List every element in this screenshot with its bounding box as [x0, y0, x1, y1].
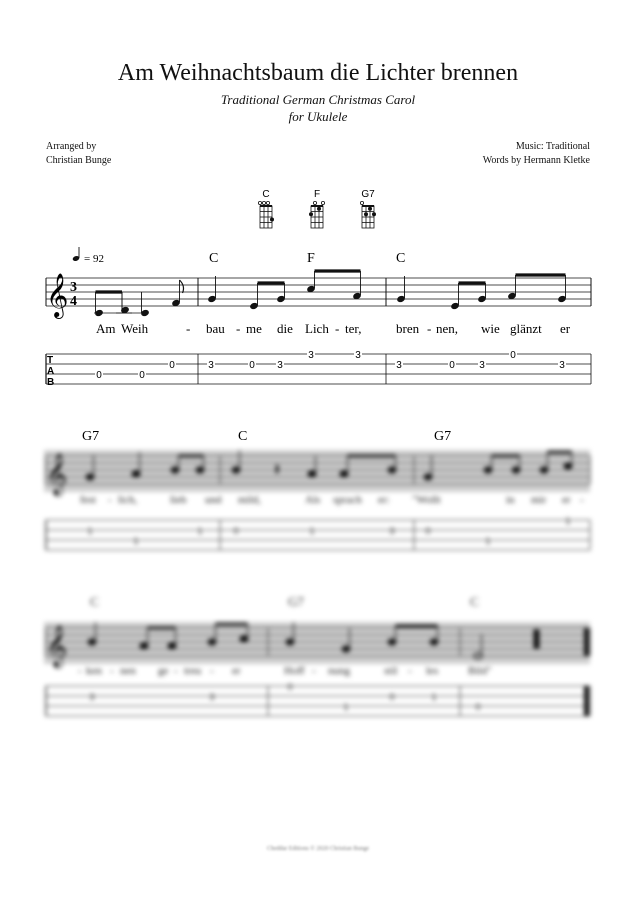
- svg-text:3: 3: [396, 360, 402, 371]
- chord-symbol: C: [209, 251, 219, 266]
- svg-text:3: 3: [308, 350, 314, 361]
- svg-text:bren: bren: [396, 321, 420, 336]
- svg-text:er: er: [560, 321, 571, 336]
- svg-text:er: er: [562, 494, 571, 506]
- svg-text:1: 1: [431, 692, 437, 702]
- svg-text:lieb: lieb: [170, 494, 187, 506]
- svg-text:B: B: [47, 377, 55, 388]
- tempo-value: = 92: [84, 253, 104, 265]
- tempo-marking: [72, 247, 104, 265]
- chord-diagram-label: G7: [361, 189, 375, 200]
- chord-diagram-label: F: [313, 189, 321, 200]
- svg-text:in: in: [506, 494, 515, 506]
- svg-text:treu: treu: [184, 665, 202, 677]
- svg-text:0: 0: [233, 526, 239, 536]
- svg-text:Bild": Bild": [468, 665, 492, 677]
- instrument-line: for Ukulele: [288, 109, 348, 124]
- music-credit: Music: Traditional: [515, 141, 590, 152]
- svg-text:lich,: lich,: [118, 494, 138, 506]
- svg-text:0: 0: [449, 360, 455, 371]
- arranger-name: Christian Bunge: [46, 155, 112, 166]
- system-1: [46, 247, 591, 388]
- svg-text:sprach: sprach: [333, 494, 362, 506]
- svg-text:nung: nung: [328, 665, 350, 677]
- chord-symbol: C: [90, 594, 99, 609]
- time-signature: [70, 280, 77, 309]
- lyrics: [78, 665, 491, 677]
- svg-text:1: 1: [309, 526, 315, 536]
- svg-text:wie: wie: [481, 321, 500, 336]
- lyrics: [96, 321, 571, 336]
- svg-text:fest: fest: [80, 494, 96, 506]
- svg-text:3: 3: [208, 360, 214, 371]
- staff-lines: [46, 278, 591, 306]
- svg-text:-: -: [408, 665, 412, 677]
- svg-text:0: 0: [96, 370, 102, 381]
- svg-text:-: -: [335, 321, 340, 336]
- page-footer: Cheddar Editions © 2020 Christian Bunge: [266, 846, 370, 852]
- svg-text:0: 0: [389, 692, 395, 702]
- svg-text:3: 3: [277, 360, 283, 371]
- svg-text:-: -: [108, 494, 112, 506]
- svg-text:Hoff: Hoff: [284, 665, 305, 677]
- tab-clef: [47, 355, 54, 388]
- chord-diagram-c: [258, 189, 274, 228]
- system-2: [44, 450, 590, 550]
- svg-text:Als: Als: [305, 494, 321, 506]
- svg-text:die: die: [277, 321, 293, 336]
- svg-text:1: 1: [343, 702, 349, 712]
- svg-text:A: A: [47, 366, 55, 377]
- svg-text:glänzt: glänzt: [510, 321, 542, 336]
- svg-text:T: T: [47, 355, 54, 366]
- svg-text:0: 0: [249, 360, 255, 371]
- svg-text:0: 0: [169, 360, 175, 371]
- svg-text:-: -: [427, 321, 432, 336]
- svg-text:3: 3: [70, 280, 77, 295]
- svg-text:0: 0: [425, 526, 431, 536]
- svg-text:-: -: [236, 321, 241, 336]
- system-3: [44, 594, 590, 716]
- arranger-label: Arranged by: [46, 141, 97, 152]
- chord-symbol: F: [307, 251, 315, 266]
- svg-text:-: -: [78, 665, 82, 677]
- svg-text:ge: ge: [158, 665, 169, 677]
- chord-diagram-f: [309, 189, 325, 228]
- svg-text:er:: er:: [378, 494, 390, 506]
- svg-text:er: er: [232, 665, 241, 677]
- svg-text:-: -: [210, 665, 214, 677]
- chord-symbol: C: [238, 429, 248, 444]
- svg-text:3: 3: [355, 350, 361, 361]
- svg-text:Lich: Lich: [305, 321, 329, 336]
- svg-text:-: -: [110, 665, 114, 677]
- svg-text:stil: stil: [384, 665, 398, 677]
- svg-text:4: 4: [70, 294, 77, 309]
- treble-clef: 𝄞: [46, 273, 69, 317]
- chord-diagram-g7: [360, 189, 376, 228]
- song-subtitle: Traditional German Christmas Carol: [220, 92, 416, 107]
- svg-text:me: me: [246, 321, 262, 336]
- song-title: Am Weihnachtsbaum die Lichter brennen: [117, 60, 519, 86]
- svg-text:0: 0: [475, 702, 481, 712]
- svg-text:-: -: [174, 665, 178, 677]
- chord-symbol: C: [396, 251, 406, 266]
- svg-text:3: 3: [559, 360, 565, 371]
- svg-text:1: 1: [485, 536, 491, 546]
- svg-text:-: -: [580, 494, 584, 506]
- svg-text:mild,: mild,: [238, 494, 261, 506]
- svg-text:nen: nen: [120, 665, 136, 677]
- svg-text:Weih: Weih: [121, 321, 149, 336]
- svg-text:Am: Am: [96, 321, 116, 336]
- svg-text:1: 1: [87, 526, 93, 536]
- chord-symbol: C: [470, 594, 479, 609]
- svg-text:nen,: nen,: [436, 321, 459, 336]
- words-credit: Words by Hermann Kletke: [482, 155, 590, 166]
- svg-text:"Wollt: "Wollt: [412, 494, 441, 506]
- svg-text:𝄽: 𝄽: [275, 463, 280, 478]
- svg-text:ter,: ter,: [345, 321, 362, 336]
- svg-text:𝄞: 𝄞: [46, 626, 68, 667]
- svg-text:1: 1: [565, 516, 571, 526]
- svg-text:1: 1: [133, 536, 139, 546]
- svg-text:0: 0: [287, 682, 293, 692]
- svg-text:𝄞: 𝄞: [46, 454, 68, 495]
- svg-text:-: -: [312, 665, 316, 677]
- svg-text:3: 3: [89, 692, 95, 702]
- svg-text:0: 0: [510, 350, 516, 361]
- lyrics: [80, 494, 584, 506]
- svg-text:mir: mir: [531, 494, 547, 506]
- svg-text:und: und: [205, 494, 222, 506]
- svg-text:-: -: [186, 321, 191, 336]
- svg-text:ken: ken: [86, 665, 102, 677]
- chord-symbol: G7: [434, 429, 452, 444]
- svg-text:3: 3: [389, 526, 395, 536]
- svg-text:les: les: [426, 665, 439, 677]
- svg-text:bau: bau: [206, 321, 225, 336]
- svg-text:1: 1: [197, 526, 203, 536]
- chord-diagram-label: C: [262, 189, 270, 200]
- svg-text:0: 0: [139, 370, 145, 381]
- svg-text:3: 3: [209, 692, 215, 702]
- svg-text:3: 3: [479, 360, 485, 371]
- chord-symbol: G7: [288, 594, 304, 609]
- chord-symbol: G7: [82, 429, 100, 444]
